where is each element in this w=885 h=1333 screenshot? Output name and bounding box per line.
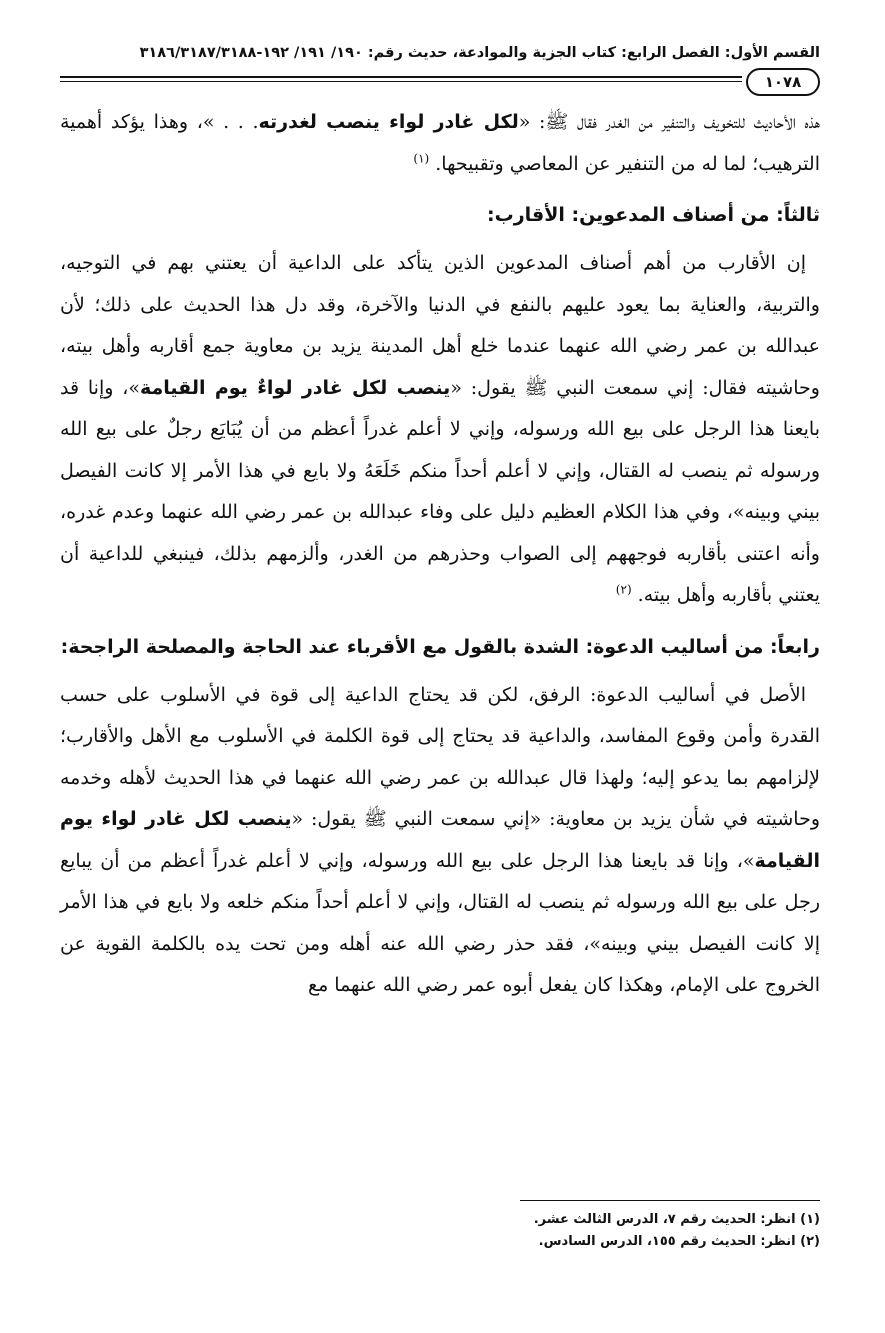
footnote-ref: (١)	[413, 151, 430, 166]
header-rule	[60, 68, 820, 98]
page-number: ١٠٧٨	[746, 68, 820, 96]
hadith-quote: ينصب لكل غادر لواءٌ يوم القيامة	[139, 376, 451, 399]
footnote-2: (٢) انظر: الحديث رقم ١٥٥، الدرس السادس.	[538, 1234, 820, 1249]
intro-paragraph: هذه الأحاديث للتخويف والتنفير من الغدر فقال ﷺ: «لكل غادر لواء ينصب لغدرته. . . »، وهذا يؤكد أهمية الترهيب؛ لما له من التنفير عن المعاصي وتقبيحها. $^{(١)}$	[60, 111, 820, 175]
section-heading-relatives: ثالثاً: من أصناف المدعوين: الأقارب:	[487, 204, 820, 226]
methods-paragraph: الأصل في أساليب الدعوة: الرفق، لكن قد يحتاج الداعية إلى قوة في الأسلوب على حسب القدرة وأمن وقوع المفاسد، والداعية قد يحتاج إلى قوة الكلمة في الأسلوب مع الأهل والأقارب؛ لإلزامهم بما يدعو إليه؛ ولهذا قال عبدالله بن عمر رضي الله عنهما في هذا الحديث لأهله وخدمه وحاشيته في شأن يزيد بن معاوية: «إني سمعت النبي ﷺ يقول: «ينصب لكل غادر لواء يوم القيامة»، وإنا قد بايعنا هذا الرجل على بيع الله ورسوله، وإني لا أعلم غدراً أعظم من أن يبايع رجل على بيع الله ورسوله ثم ينصب له القتال، وإني لا أعلم أحداً منكم خلعه ولا بايع في هذا الأمر إلا كانت الفيصل بيني وبينه»، فقد حذر رضي الله عنه أهله ومن تحت يده بالكلمة القوية عن الخروج على الإمام، وهكذا كان يفعل أبوه عمر رضي الله عنهما مع	[60, 683, 821, 996]
hadith-quote: ينصب لكل غادر لواء يوم القيامة	[60, 808, 820, 872]
footnotes	[60, 1200, 820, 1253]
hadith-quote: لكل غادر لواء ينصب لغدرته	[258, 111, 519, 133]
footnote-separator	[520, 1200, 820, 1201]
footnote-ref: (٢)	[615, 582, 632, 597]
document-page	[60, 40, 820, 1320]
footnote-1: (١) انظر: الحديث رقم ٧، الدرس الثالث عشر.	[533, 1212, 820, 1227]
relatives-paragraph: إن الأقارب من أهم أصناف المدعوين الذين يتأكد على الداعية أن يعتني بهم في التوجيه، والتربية، والعناية بما يعود عليهم بالنفع في الدنيا والآخرة، وقد دل هذا الحديث على ذلك؛ لأن عبدالله بن عمر رضي الله عنهما عندما خلع أهل المدينة يزيد بن معاوية جمع أقاربه وأهل بيته، وحاشيته فقال: إني سمعت النبي ﷺ يقول: «ينصب لكل غادر لواءٌ يوم القيامة»، وإنا قد بايعنا هذا الرجل على بيع الله ورسوله، وإني لا أعلم غدراً أعظم من أن يُبَايَع رجلٌ على بيع الله ورسوله ثم ينصب له القتال، وإني لا أعلم أحداً منكم خَلَعَهُ ولا بايع في هذا الأمر إلا كانت الفيصل بيني وبينه»، وفي هذا الكلام العظيم دليل على وفاء عبدالله بن عمر رضي الله عنهما وعدم غدره، وأنه اعتنى بأقاربه فوجههم إلى الصواب وحذرهم من الغدر، وألزمهم بذلك، فينبغي للداعية أن يعتني بأقاربه وأهل بيته. $^{(٢)}$	[60, 252, 820, 606]
main-text	[60, 102, 820, 1007]
running-title: القسم الأول: الفصل الرابع: كتاب الجزية والموادعة، حديث رقم: ١٩٠/ ١٩١/ ١٩٢-٣١٨٦/٣١٨٧/٣١٨٨	[139, 45, 820, 61]
header-line	[60, 76, 742, 78]
header-line-thin	[60, 81, 742, 82]
section-heading-methods: رابعاً: من أساليب الدعوة: الشدة بالقول مع الأقرباء عند الحاجة والمصلحة الراجحة:	[60, 635, 820, 658]
